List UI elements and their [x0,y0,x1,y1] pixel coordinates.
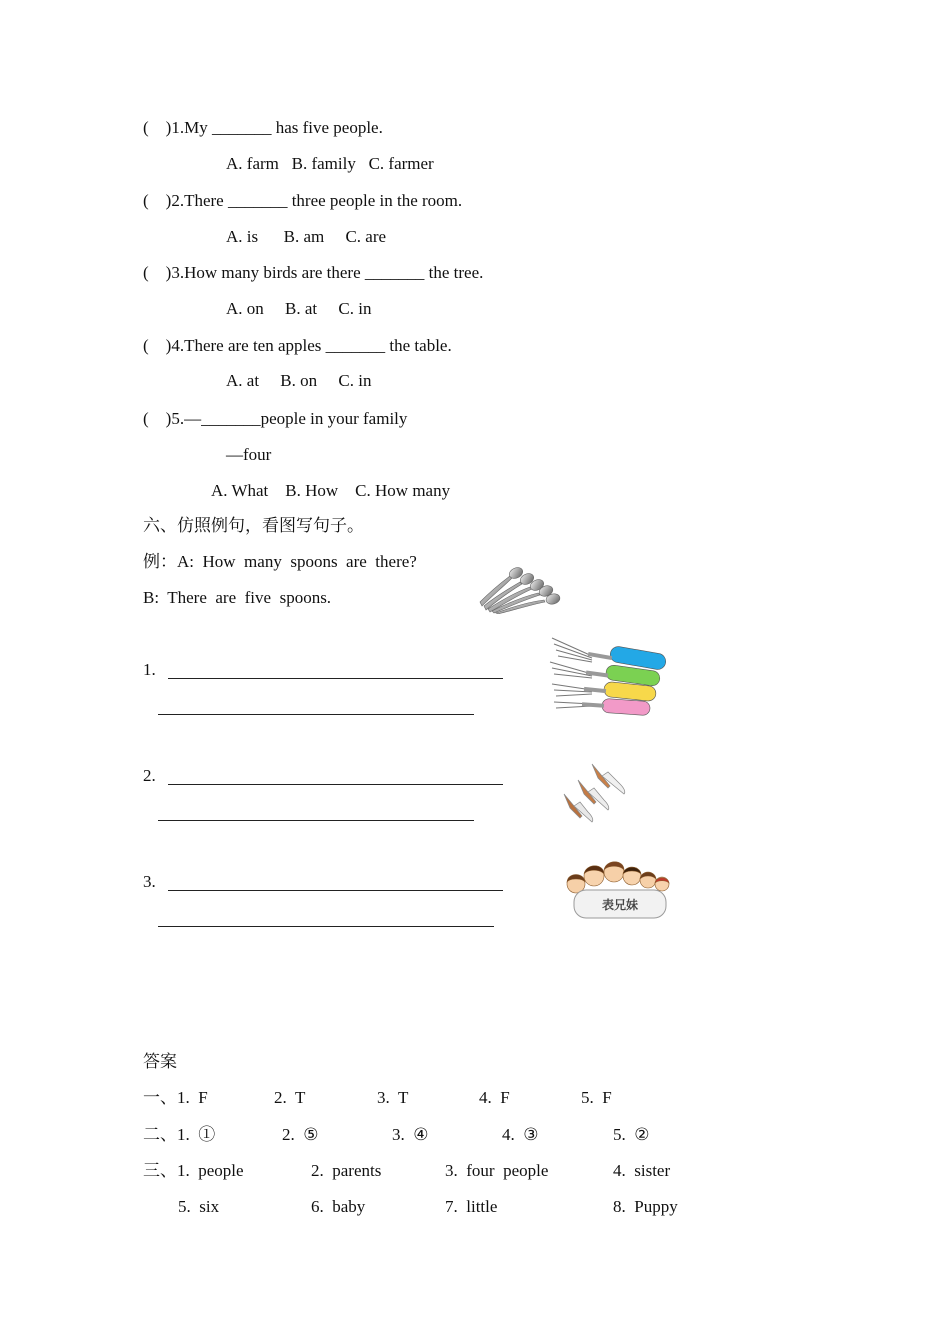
answers-row-1-item: 4. F [479,1088,510,1107]
answers-row-3-label: 三、1. people [143,1161,244,1180]
answer-line-1-number: 1. [143,660,156,679]
question-5-stem: ( )5.—_______people in your family [143,409,408,428]
answer-line-2-number: 2. [143,766,156,785]
answers-row-2-item: 2. ⑤ [282,1125,319,1144]
answers-row-1-item: 5. F [581,1088,612,1107]
answers-row-4-item: 8. Puppy [613,1197,678,1216]
answers-row-1-label: 一、1. F [143,1088,208,1107]
question-1-stem: ( )1.My _______ has five people. [143,118,383,137]
answers-row-2-item: 3. ④ [392,1125,429,1144]
answer-line-2a[interactable] [168,784,503,785]
question-2-options: A. is B. am C. are [226,227,387,246]
answers-row-1-item: 3. T [377,1088,409,1107]
answer-line-1a[interactable] [168,678,503,679]
section-6-heading: 六、仿照例句，看图写句子。 [143,516,364,535]
answers-row-1-item: 2. T [274,1088,306,1107]
answers-row-3-item: 3. four people [445,1161,549,1180]
answer-line-2b[interactable] [158,820,474,821]
question-3-stem: ( )3.How many birds are there _______ the tree. [143,263,484,282]
question-4-stem: ( )4.There are ten apples _______ the table. [143,336,452,355]
knives-icon [558,760,630,824]
question-3-options: A. on B. at C. in [226,299,372,318]
answer-line-3a[interactable] [168,890,503,891]
answers-row-3-item: 2. parents [311,1161,382,1180]
answers-row-2-item: 5. ② [613,1125,650,1144]
spoons-icon [476,562,562,614]
forks-icon [548,628,670,720]
cousins-caption: 表兄妹 [601,898,639,912]
question-1-options: A. farm B. family C. farmer [226,154,434,173]
answers-row-3-item: 4. sister [613,1161,671,1180]
question-2-stem: ( )2.There _______ three people in the room. [143,191,463,210]
answers-row-2-label: 二、1. ① [143,1125,216,1144]
answer-line-3-number: 3. [143,872,156,891]
question-4-options: A. at B. on C. in [226,371,372,390]
answer-line-1b[interactable] [158,714,474,715]
example-question: 例：A: How many spoons are there? [143,552,417,571]
cousins-icon [562,854,674,922]
answers-row-4-item: 6. baby [311,1197,366,1216]
example-answer: B: There are five spoons. [143,588,332,607]
answer-line-3b[interactable] [158,926,494,927]
answers-row-2-item: 4. ③ [502,1125,539,1144]
question-5-options: A. What B. How C. How many [211,481,451,500]
question-5-reply: —four [226,445,272,464]
answers-row-4-item: 5. six [178,1197,220,1216]
answers-heading: 答案 [143,1052,177,1071]
answers-row-4-item: 7. little [445,1197,498,1216]
